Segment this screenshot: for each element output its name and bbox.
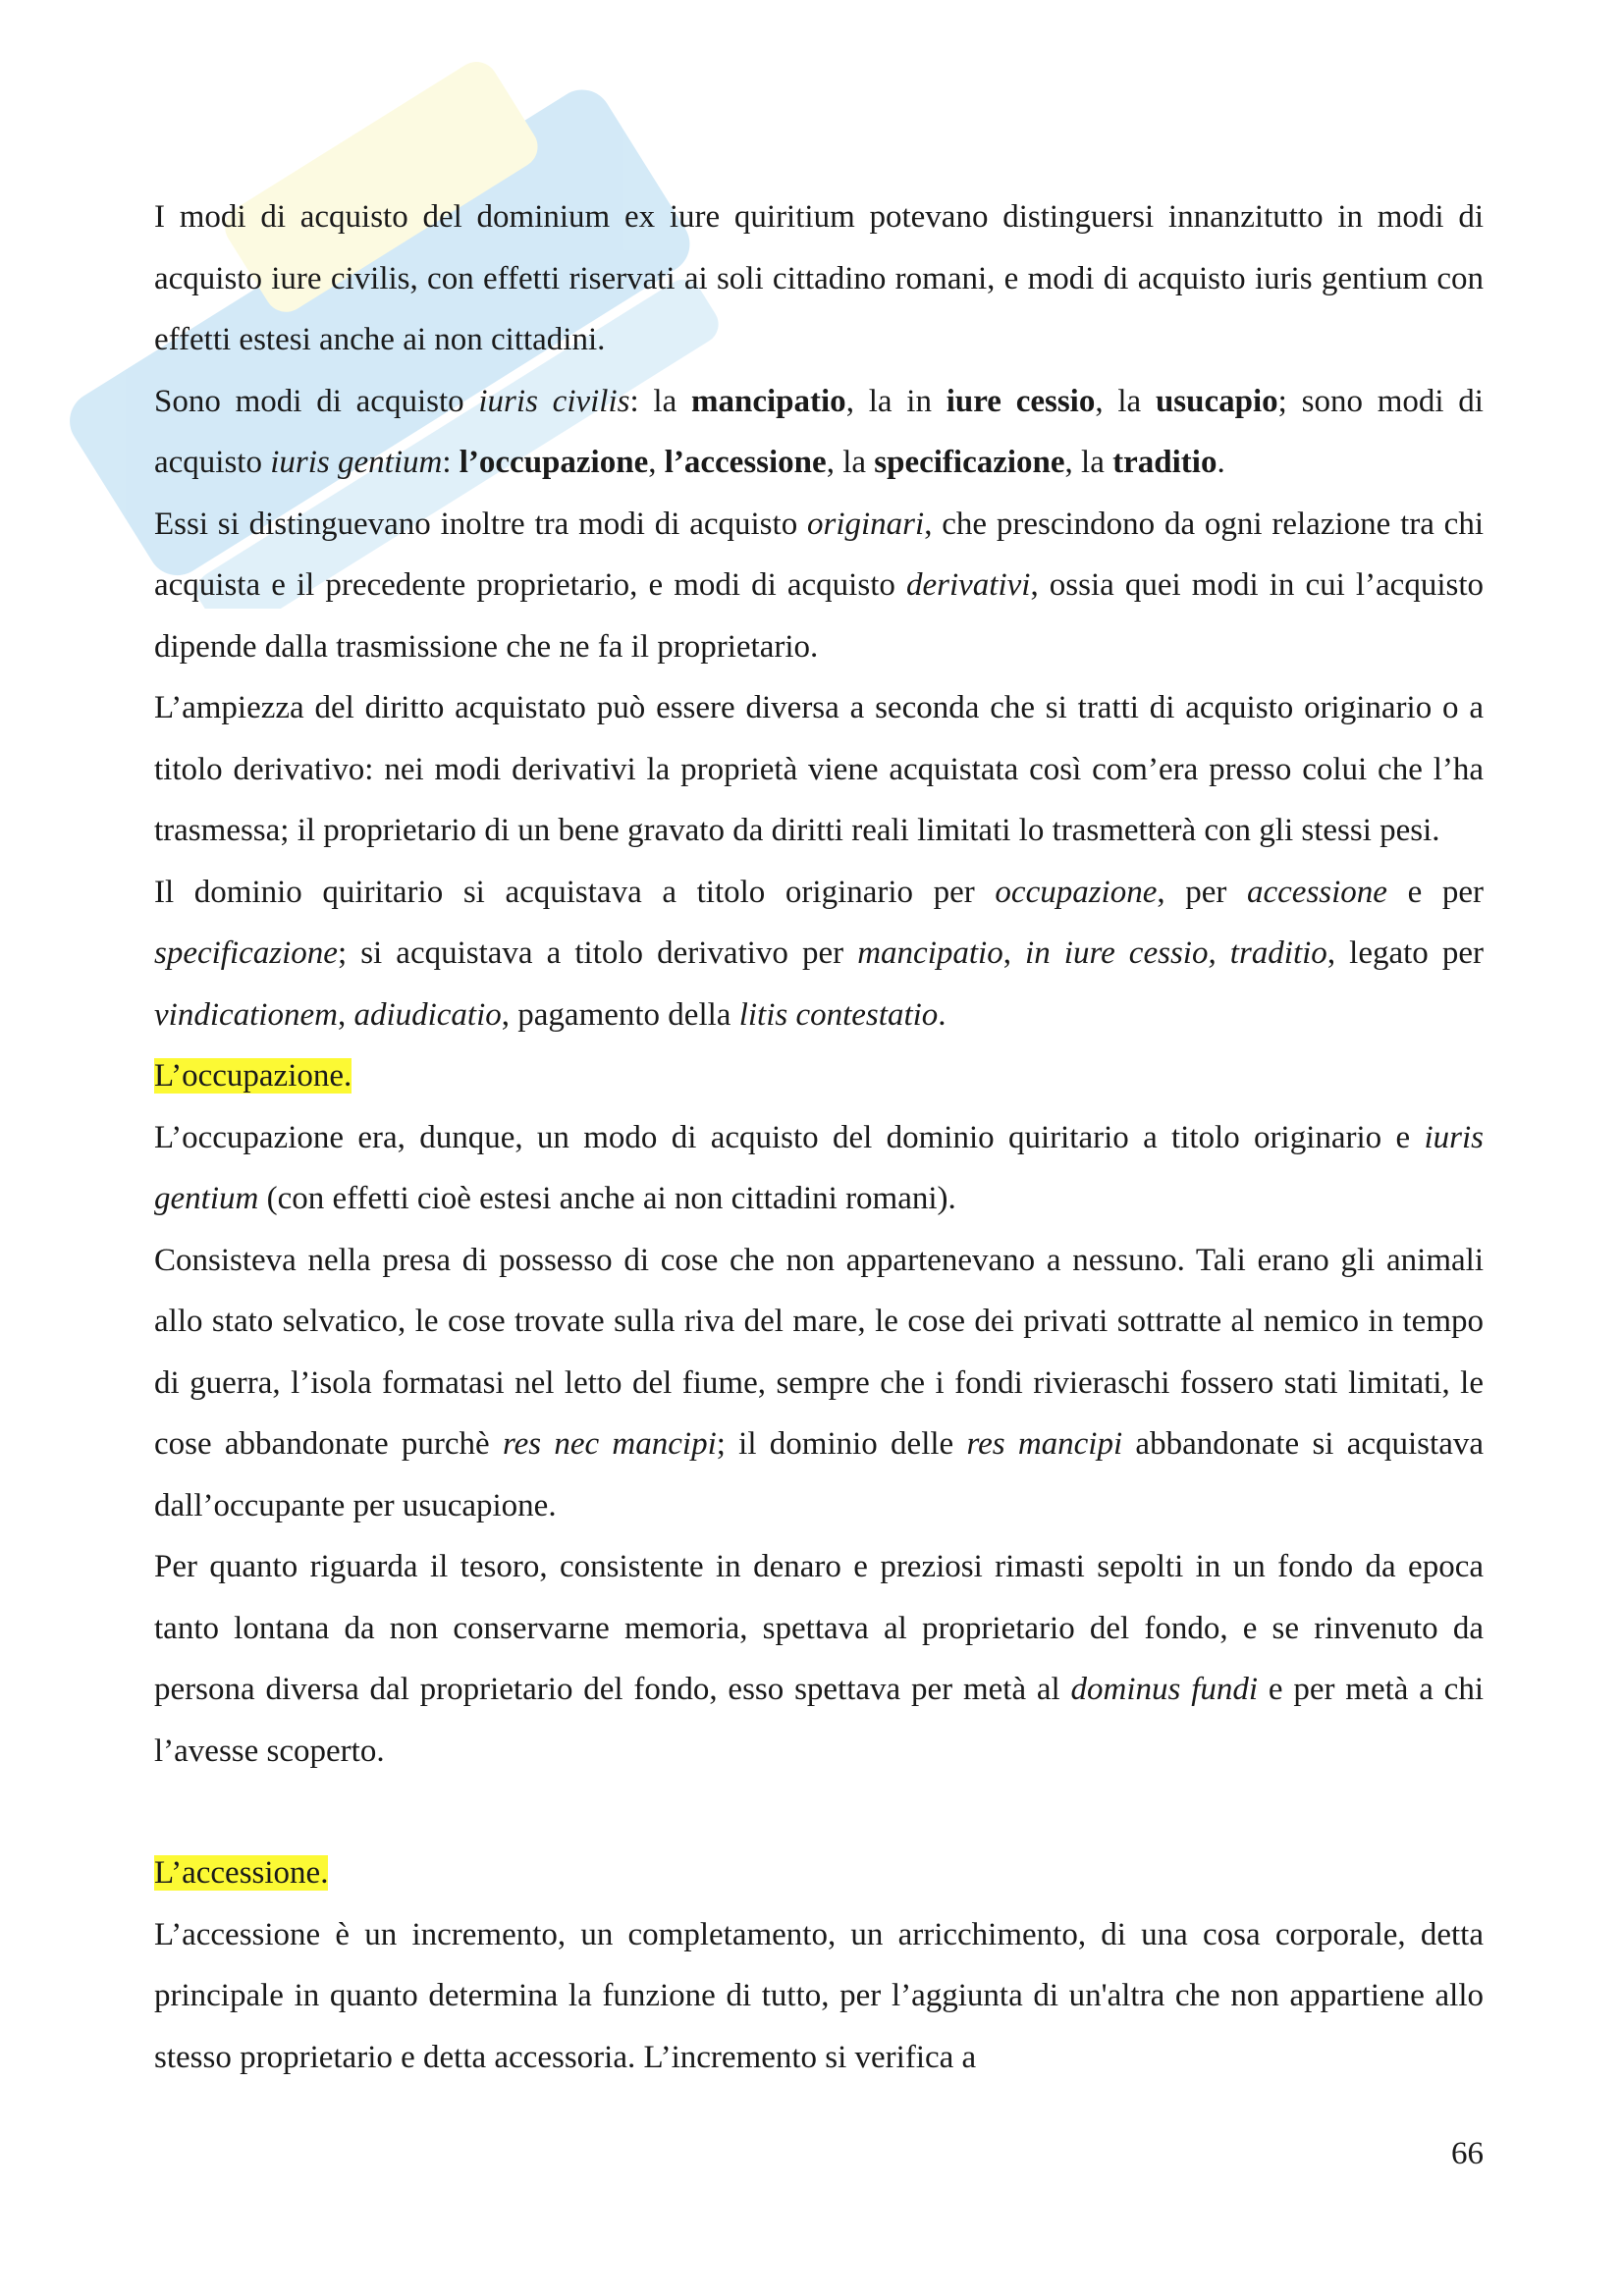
paragraph bbox=[154, 862, 1484, 1046]
text-run: ; si acquistava a titolo derivativo per bbox=[337, 935, 858, 971]
text-run: : la bbox=[629, 383, 692, 419]
page-number: 66 bbox=[1451, 2136, 1484, 2171]
page-body bbox=[154, 187, 1484, 2088]
occupazione-section bbox=[154, 1107, 1484, 1783]
paragraph bbox=[154, 1536, 1484, 1782]
italic-term: litis contestatio bbox=[738, 996, 939, 1033]
paragraph bbox=[154, 1230, 1484, 1537]
text-run: : bbox=[442, 445, 460, 480]
text-run: L’ampiezza del diritto acquistato può essere diversa a seconda che si tratti di acquisto originario o a titolo derivativo: nei modi derivativi la proprietà viene acquistata così com’era presso colui che l’ha trasmessa; il proprietario di un bene gravato da diritti reali limitati lo trasmetterà con gli stessi pesi. bbox=[154, 690, 1484, 848]
text-run: Essi si distinguevano inoltre tra modi di acquisto bbox=[154, 506, 807, 542]
paragraph bbox=[154, 494, 1484, 678]
text-run: Per quanto riguarda il tesoro, consistente in denaro e preziosi rimasti sepolti in un fondo da epoca tanto lontana da non conservarne memoria, spettava al proprietario del fondo, e se rinvenuto da persona diversa dal proprietario del fondo, esso spettava per metà al bbox=[154, 1549, 1484, 1707]
text-run: , la bbox=[1095, 383, 1156, 419]
text-run: ; sono modi di acquisto bbox=[154, 383, 1484, 480]
bold-term: l’occupazione bbox=[459, 445, 649, 480]
text-run: . bbox=[938, 996, 947, 1033]
text-run: L’occupazione era, dunque, un modo di acquisto del dominio quiritario a titolo originario e bbox=[154, 1119, 1425, 1155]
text-run: , bbox=[1002, 935, 1026, 971]
section-gap bbox=[154, 1782, 1484, 1842]
bold-term: l’accessione bbox=[664, 445, 827, 480]
text-run: , per bbox=[1157, 874, 1248, 910]
text-run: , la in bbox=[845, 383, 947, 419]
heading-accessione: L’accessione. bbox=[154, 1855, 329, 1891]
text-run: Il dominio quiritario si acquistava a titolo originario per bbox=[154, 874, 996, 910]
text-run: I modi di acquisto del dominium ex iure quiritium potevano distinguersi innanzitutto in modi di acquisto iure civilis, con effetti riservati ai soli cittadino romani, e modi di acquisto iuris gentium con effetti estesi anche ai non cittadini. bbox=[154, 199, 1484, 357]
text-run: Sono modi di acquisto bbox=[154, 383, 479, 419]
text-run: ; il dominio delle bbox=[716, 1426, 967, 1462]
text-run: (con effetti cioè estesi anche ai non cittadini romani). bbox=[258, 1181, 956, 1216]
text-run: , legato per bbox=[1326, 935, 1484, 971]
paragraph bbox=[154, 1904, 1484, 2089]
italic-term: in iure cessio, traditio bbox=[1025, 935, 1327, 971]
italic-term: specificazione bbox=[154, 935, 338, 971]
italic-term: iuris gentium bbox=[154, 1119, 1484, 1216]
text-run: Consisteva nella presa di possesso di cose che non appartenevano a nessuno. Tali erano gli animali allo stato selvatico, le cose trovate sulla riva del mare, le cose dei privati sottratte al nemico in tempo di guerra, l’isola formatasi nel letto del fiume, sempre che i fondi rivieraschi fossero stati limitati, le cose abbandonate purchè bbox=[154, 1242, 1484, 1462]
italic-term: dominus fundi bbox=[1070, 1672, 1259, 1707]
text-run: , pagamento della bbox=[501, 996, 739, 1033]
paragraph bbox=[154, 1107, 1484, 1230]
italic-term: res mancipi bbox=[966, 1426, 1123, 1462]
bold-term: specificazione bbox=[874, 445, 1065, 480]
bold-term: mancipatio bbox=[691, 383, 846, 419]
text-run: , ossia quei modi in cui l’acquisto dipende dalla trasmissione che ne fa il proprietario. bbox=[154, 567, 1484, 665]
italic-term: iuris civilis bbox=[478, 383, 630, 419]
text-run: . bbox=[1217, 445, 1225, 480]
text-run: e per metà a chi l’avesse scoperto. bbox=[154, 1672, 1484, 1769]
paragraph bbox=[154, 187, 1484, 371]
italic-term: res nec mancipi bbox=[502, 1426, 717, 1462]
italic-term: derivativi bbox=[905, 567, 1031, 603]
italic-term: vindicationem bbox=[154, 996, 338, 1033]
bold-term: usucapio bbox=[1155, 383, 1278, 419]
bold-term: traditio bbox=[1112, 445, 1217, 480]
italic-term: originari bbox=[807, 506, 925, 542]
italic-term: accessione bbox=[1247, 874, 1387, 910]
text-run: e per bbox=[1386, 874, 1484, 910]
text-run: L’accessione è un incremento, un completamento, un arricchimento, di una cosa corporale, detta principale in quanto determina la funzione di tutto, per l’aggiunta di un'altra che non appartiene allo stesso proprietario e detta accessoria. L’incremento si verifica a bbox=[154, 1916, 1484, 2075]
text-run: , la bbox=[826, 445, 875, 480]
heading-occupazione: L’occupazione. bbox=[154, 1058, 352, 1094]
text-run: abbandonate si acquistava dall’occupante per usucapione. bbox=[154, 1426, 1484, 1523]
italic-term: adiudicatio bbox=[353, 996, 502, 1033]
italic-term: iuris gentium bbox=[270, 445, 443, 480]
text-run: , la bbox=[1064, 445, 1113, 480]
text-run: , che prescindono da ogni relazione tra chi acquista e il precedente proprietario, e modi di acquisto bbox=[154, 506, 1484, 603]
intro-section bbox=[154, 187, 1484, 1045]
paragraph bbox=[154, 371, 1484, 494]
accessione-section bbox=[154, 1904, 1484, 2089]
italic-term: occupazione bbox=[995, 874, 1158, 910]
italic-term: mancipatio bbox=[857, 935, 1003, 971]
text-run: , bbox=[648, 445, 665, 480]
paragraph bbox=[154, 677, 1484, 862]
bold-term: iure cessio bbox=[946, 383, 1096, 419]
text-run: , bbox=[337, 996, 354, 1033]
